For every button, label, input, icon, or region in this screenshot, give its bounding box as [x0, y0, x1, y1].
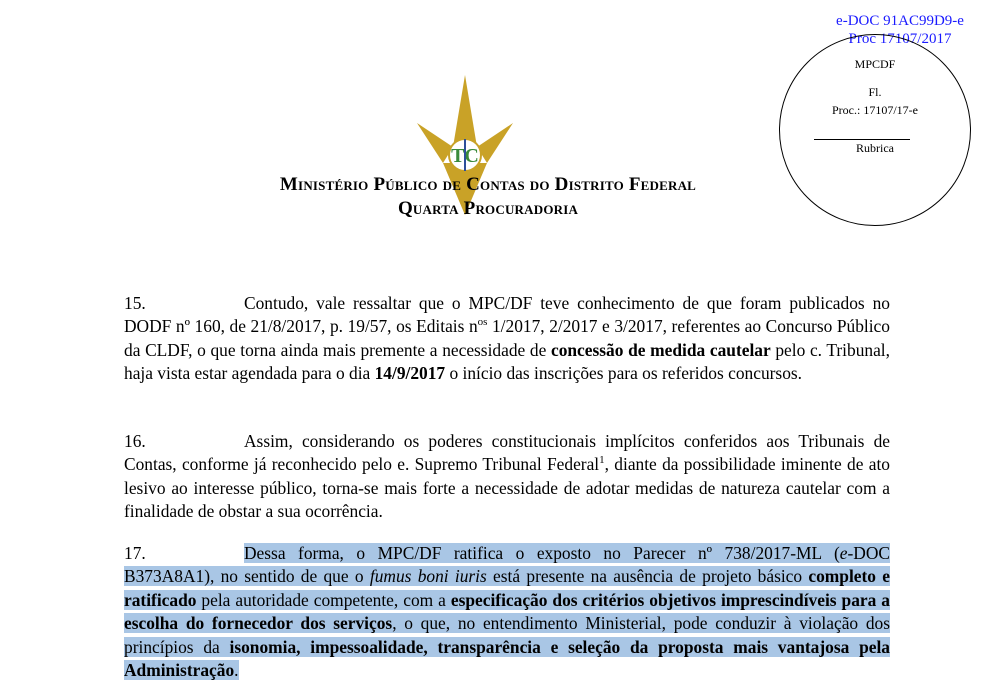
paragraph-15: [124, 292, 890, 386]
bold-text: concessão de medida cautelar: [550, 339, 771, 360]
stamp-rubrica: Rubrica: [856, 141, 894, 155]
paragraph-text: Contudo, vale ressaltar que o MPC/DF teve conhecimento de que foram publicados no DODF nº 160, de 21/8/2017, p. 19/57, os Editais n: [124, 293, 890, 337]
bold-text: especificação dos critérios objetivos imprescindíveis para a escolha do fornecedor dos serviços: [124, 589, 890, 634]
stamp-fl: Fl.: [868, 85, 882, 99]
paragraph-text: Dessa forma, o MPC/DF ratifica o exposto no Parecer nº 738/2017-ML (: [244, 543, 840, 563]
paragraph-16: [124, 430, 890, 524]
paragraph-text: .: [234, 660, 239, 681]
paragraph-text: Assim, considerando os poderes constitucionais implícitos conferidos aos Tribunais de Contas, conforme já reconhecido pelo e. Supremo Tribunal Federal: [124, 431, 890, 475]
stamp-signature-line: [814, 139, 910, 140]
stamp-org: MPCDF: [854, 57, 896, 71]
paragraph-text: -DOC B373A8A1), no sentido de que o: [124, 543, 890, 587]
bold-text: 14/9/2017: [374, 363, 446, 384]
superscript: os: [477, 316, 488, 329]
paragraph-text: , diante da possibilidade iminente de ato lesivo ao interesse público, torna-se mais forte a necessidade de adotar medidas de natureza cautelar com a finalidade de obstar a sua ocorrência.: [124, 454, 890, 522]
footnote-reference[interactable]: 1: [599, 454, 605, 467]
document-heading-institution: Ministério Público de Contas do Distrito Federal: [279, 174, 697, 195]
paragraph-text: pela autoridade competente, com a: [196, 589, 451, 610]
bold-text: completo e ratificado: [124, 566, 890, 610]
paragraph-text: , o que, no entendimento Ministerial, pode conduzir à violação dos princípios da: [124, 613, 890, 657]
italic-text: fumus boni iuris: [369, 566, 487, 587]
paragraph-text: pelo c. Tribunal, haja vista estar agendada para o dia: [124, 339, 890, 384]
paragraph-text: 1/2017, 2/2017 e 3/2017, referentes ao Concurso Público da CLDF, o que torna ainda mais premente a necessidade de: [124, 316, 890, 360]
edoc-proc-ref: Proc 17107/2017: [848, 31, 952, 47]
logo-left-wing: [417, 123, 453, 163]
edoc-code: e-DOC 91AC99D9-e: [836, 13, 964, 29]
paragraph-text: o início das inscrições para os referidos concursos.: [445, 363, 803, 384]
paragraph-text: está presente na ausência de projeto básico: [486, 566, 809, 587]
paragraph-number: 17.: [124, 543, 146, 563]
paragraph-number: 15.: [124, 293, 146, 313]
stamp-proc: Proc.: 17107/17-e: [832, 103, 918, 117]
paragraph-17: [124, 542, 890, 682]
logo-letters: TC: [451, 145, 479, 167]
logo-right-wing: [477, 123, 513, 163]
italic-text: e: [839, 543, 848, 563]
document-heading-department: Quarta Procuradoria: [397, 198, 579, 219]
logo-top-spire: [453, 75, 477, 147]
bold-text: isonomia, impessoalidade, transparência e seleção da proposta mais vantajosa pela Administração: [124, 636, 890, 681]
paragraph-number: 16.: [124, 431, 146, 451]
